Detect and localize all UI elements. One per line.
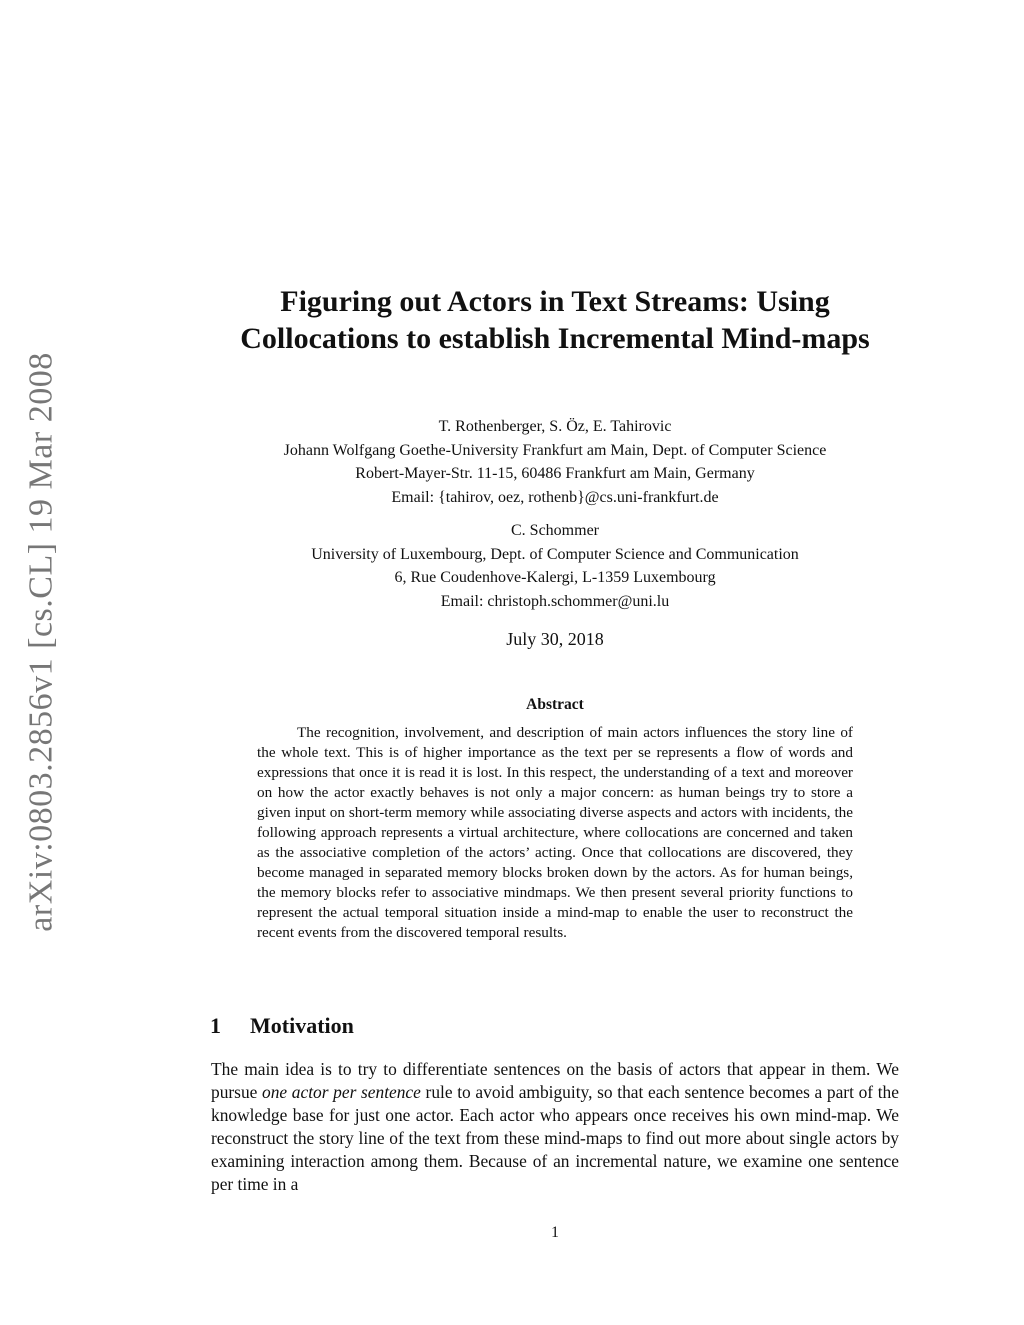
abstract-text: The recognition, involvement, and description of main actors influences the story line of the whole text. This is of higher importance as the text per se represents a flow of words and expressions that once it is read it is lost. In this respect, the understanding of a text and moreover on how the actor exactly behaves is not only a major concern: as human beings try to store a given input on short-term memory while associating diverse aspects and actors with incidents, the following approach represents a virtual architecture, where collocations are concerned and taken as the associative completion of the actors’ acting. Once that collocations are discovered, they become managed in separated memory blocks broken down by the actors. As for human beings, the memory blocks refer to associative mindmaps. We then present several priority functions to represent the actual temporal situation inside a mind-map to enable the user to reconstruct the recent events from the discovered temporal results. — [257, 724, 853, 941]
paper-date: July 30, 2018 — [506, 629, 604, 649]
author-block — [210, 415, 900, 613]
email-2: Email: christoph.schommer@uni.lu — [440, 592, 670, 610]
email-1: Email: {tahirov, oez, rothenb}@cs.uni-frankfurt.de — [391, 488, 719, 506]
affiliation-2: University of Luxembourg, Dept. of Computer Science and Communication — [311, 545, 799, 563]
address-2: 6, Rue Coudenhove-Kalergi, L-1359 Luxembourg — [394, 569, 716, 586]
section-heading — [210, 1013, 354, 1039]
page-number: 1 — [551, 1224, 559, 1241]
arxiv-identifier-text: arXiv:0803.2856v1 [cs.CL] 19 Mar 2008 — [23, 352, 61, 932]
section-text-before: The main idea is to try to differentiate sentences on the basis of actors that appear in them. We pursue — [211, 1059, 899, 1102]
arxiv-identifier-stamp — [12, 352, 72, 932]
abstract-heading: Abstract — [526, 696, 584, 713]
section-number: 1 — [210, 1013, 221, 1038]
section-text-after: rule to avoid ambiguity, so that each sentence becomes a part of the knowledge base for just one actor. Each actor who appears once receives his own mind-map. We reconstruct the story line of the text from these mind-maps to find out more about single actors by examining interaction among them. Because of an incremental nature, we examine one sentence per time in a — [211, 1082, 899, 1194]
author-names-1: T. Rothenberger, S. Öz, E. Tahirovic — [438, 418, 672, 435]
section-title: Motivation — [250, 1013, 354, 1038]
section-body-text — [211, 1058, 899, 1196]
address-1: Robert-Mayer-Str. 11-15, 60486 Frankfurt am Main, Germany — [355, 465, 755, 482]
affiliation-1: Johann Wolfgang Goethe-University Frankfurt am Main, Dept. of Computer Science — [283, 441, 827, 459]
section-text-emphasis: one actor per sentence — [262, 1082, 421, 1102]
paper-title: Figuring out Actors in Text Streams: Using Collocations to establish Incremental Mind-maps — [240, 285, 870, 355]
author-names-2: C. Schommer — [511, 522, 599, 539]
